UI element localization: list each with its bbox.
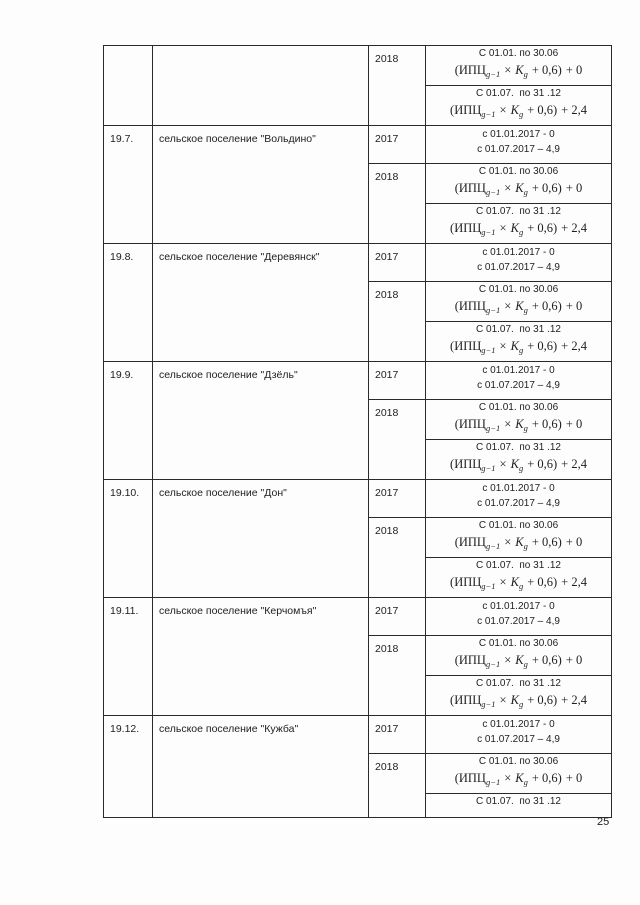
index-formula <box>426 532 611 553</box>
formula-lead-index: g−1 <box>481 699 496 709</box>
rate-line: с 01.01.2017 - 0 <box>482 365 555 376</box>
formula-lead: (ИПЦ <box>454 653 486 667</box>
row-number: 19.10. <box>104 480 153 598</box>
formula-lead: (ИПЦ <box>454 299 486 313</box>
formula-coef: K <box>510 221 519 235</box>
period-cell <box>426 86 612 126</box>
rate-cell <box>426 244 612 282</box>
formula-lead: (ИПЦ <box>454 535 486 549</box>
period-label: С 01.01. по 30.06 <box>478 638 559 649</box>
formula-coef-index: g <box>523 69 528 79</box>
year-cell: 2017 <box>369 126 426 164</box>
formula-lead-index: g−1 <box>485 69 501 79</box>
settlement-name: сельское поселение "Вольдино" <box>153 126 369 244</box>
year-cell: 2018 <box>369 282 426 362</box>
period-cell <box>426 676 612 716</box>
formula-plus: + 0,6) <box>527 103 558 117</box>
formula-lead-index: g−1 <box>481 581 496 591</box>
formula-times: × <box>504 299 512 313</box>
formula-addend: + 0 <box>565 63 583 77</box>
formula-plus: + 0,6) <box>527 693 558 707</box>
formula-addend: + 0 <box>565 771 583 785</box>
rate-line: с 01.01.2017 - 0 <box>482 247 555 258</box>
rate-line: с 01.07.2017 – 4,9 <box>477 616 560 627</box>
period-label: С 01.01. по 30.06 <box>478 520 559 531</box>
formula-lead-index: g−1 <box>481 227 496 237</box>
formula-coef-index: g <box>518 463 524 473</box>
formula-lead: (ИПЦ <box>450 103 482 117</box>
formula-lead: (ИПЦ <box>454 181 486 195</box>
formula-plus: + 0,6) <box>531 771 562 785</box>
formula-lead-index: g−1 <box>485 423 501 433</box>
period-cell <box>426 558 612 598</box>
formula-times: × <box>504 63 512 77</box>
period-cell <box>426 400 612 440</box>
year-cell: 2018 <box>369 400 426 480</box>
row-number: 19.9. <box>104 362 153 480</box>
page-number: 25 <box>597 816 610 828</box>
formula-lead-index: g−1 <box>481 109 496 119</box>
year-cell: 2017 <box>369 480 426 518</box>
formula-coef-index: g <box>518 699 524 709</box>
rate-line: с 01.07.2017 – 4,9 <box>477 144 560 155</box>
year-cell: 2018 <box>369 754 426 818</box>
period-cell <box>426 440 612 480</box>
formula-lead-index: g−1 <box>481 345 496 355</box>
period-label: С 01.07. по 31 .12 <box>476 442 561 453</box>
formula-lead-index: g−1 <box>485 187 501 197</box>
index-formula <box>426 650 611 671</box>
period-cell <box>426 518 612 558</box>
index-formula <box>426 296 611 317</box>
formula-lead: (ИПЦ <box>454 63 486 77</box>
formula-coef: K <box>510 693 519 707</box>
formula-coef-index: g <box>518 227 524 237</box>
formula-coef: K <box>515 535 524 549</box>
formula-times: × <box>504 535 512 549</box>
formula-lead-index: g−1 <box>481 463 496 473</box>
formula-coef: K <box>515 181 524 195</box>
row-number: 19.8. <box>104 244 153 362</box>
row-number: 19.12. <box>104 716 153 818</box>
row-number: 19.11. <box>104 598 153 716</box>
formula-coef-index: g <box>518 345 524 355</box>
formula-coef: K <box>515 63 524 77</box>
formula-addend: + 0 <box>565 535 583 549</box>
formula-times: × <box>499 103 507 117</box>
formula-plus: + 0,6) <box>527 221 558 235</box>
rate-line: с 01.01.2017 - 0 <box>482 483 555 494</box>
formula-lead: (ИПЦ <box>450 575 482 589</box>
formula-coef-index: g <box>518 109 524 119</box>
formula-plus: + 0,6) <box>531 63 562 77</box>
formula-lead-index: g−1 <box>485 305 501 315</box>
period-label: С 01.01. по 30.06 <box>478 402 559 413</box>
formula-addend: + 2,4 <box>561 457 587 471</box>
formula-coef: K <box>515 417 524 431</box>
formula-lead: (ИПЦ <box>450 693 482 707</box>
formula-plus: + 0,6) <box>527 457 558 471</box>
formula-times: × <box>504 417 512 431</box>
period-label: С 01.07. по 31 .12 <box>476 324 561 335</box>
formula-coef: K <box>510 457 519 471</box>
settlement-name <box>153 46 369 126</box>
formula-times: × <box>499 457 507 471</box>
formula-coef: K <box>510 103 519 117</box>
period-label: С 01.07. по 31 .12 <box>476 796 561 807</box>
formula-coef-index: g <box>523 187 528 197</box>
index-formula <box>426 572 611 593</box>
rate-cell <box>426 126 612 164</box>
year-cell: 2017 <box>369 716 426 754</box>
formula-lead: (ИПЦ <box>450 457 482 471</box>
formula-plus: + 0,6) <box>531 181 562 195</box>
period-label: С 01.01. по 30.06 <box>478 756 559 767</box>
period-label: С 01.07. по 31 .12 <box>476 560 561 571</box>
index-formula <box>426 100 611 121</box>
formula-times: × <box>504 653 512 667</box>
period-cell <box>426 204 612 244</box>
formula-addend: + 0 <box>565 299 583 313</box>
row-number <box>104 46 153 126</box>
rate-line: с 01.01.2017 - 0 <box>482 601 555 612</box>
rate-line: с 01.07.2017 – 4,9 <box>477 380 560 391</box>
formula-times: × <box>504 771 512 785</box>
row-number: 19.7. <box>104 126 153 244</box>
formula-plus: + 0,6) <box>531 299 562 313</box>
year-cell: 2018 <box>369 164 426 244</box>
index-formula <box>426 218 611 239</box>
formula-addend: + 0 <box>565 181 583 195</box>
settlement-name: сельское поселение "Кужба" <box>153 716 369 818</box>
formula-lead: (ИПЦ <box>450 339 482 353</box>
index-formula <box>426 178 611 199</box>
formula-lead-index: g−1 <box>485 777 501 787</box>
formula-times: × <box>504 181 512 195</box>
index-formula <box>426 690 611 711</box>
formula-lead-index: g−1 <box>485 541 501 551</box>
rate-cell <box>426 716 612 754</box>
year-cell: 2018 <box>369 46 426 126</box>
year-cell: 2017 <box>369 244 426 282</box>
rate-line: с 01.01.2017 - 0 <box>482 129 555 140</box>
formula-addend: + 2,4 <box>561 339 587 353</box>
formula-coef-index: g <box>523 305 528 315</box>
formula-coef-index: g <box>523 541 528 551</box>
formula-addend: + 0 <box>565 417 583 431</box>
rate-line: с 01.07.2017 – 4,9 <box>477 734 560 745</box>
formula-plus: + 0,6) <box>531 653 562 667</box>
formula-coef: K <box>510 339 519 353</box>
formula-addend: + 2,4 <box>561 221 587 235</box>
formula-coef: K <box>515 771 524 785</box>
period-cell <box>426 282 612 322</box>
formula-lead: (ИПЦ <box>454 417 486 431</box>
year-cell: 2018 <box>369 636 426 716</box>
index-formula <box>426 414 611 435</box>
formula-coef-index: g <box>518 581 524 591</box>
period-cell <box>426 322 612 362</box>
year-cell: 2017 <box>369 362 426 400</box>
formula-plus: + 0,6) <box>531 417 562 431</box>
rate-line: с 01.07.2017 – 4,9 <box>477 262 560 273</box>
formula-coef: K <box>510 575 519 589</box>
formula-lead-index: g−1 <box>485 659 501 669</box>
period-cell <box>426 794 612 818</box>
formula-coef: K <box>515 653 524 667</box>
period-label: С 01.07. по 31 .12 <box>476 678 561 689</box>
tariff-table <box>103 45 612 818</box>
formula-addend: + 2,4 <box>561 103 587 117</box>
index-formula <box>426 60 611 81</box>
formula-addend: + 2,4 <box>561 575 587 589</box>
formula-times: × <box>499 693 507 707</box>
rate-line: с 01.07.2017 – 4,9 <box>477 498 560 509</box>
index-formula <box>426 768 611 789</box>
index-formula <box>426 336 611 357</box>
period-label: С 01.01. по 30.06 <box>478 48 559 59</box>
settlement-name: сельское поселение "Керчомъя" <box>153 598 369 716</box>
year-cell: 2018 <box>369 518 426 598</box>
formula-coef: K <box>515 299 524 313</box>
rate-cell <box>426 598 612 636</box>
formula-times: × <box>499 221 507 235</box>
year-cell: 2017 <box>369 598 426 636</box>
formula-times: × <box>499 575 507 589</box>
formula-coef-index: g <box>523 777 528 787</box>
period-label: С 01.07. по 31 .12 <box>476 206 561 217</box>
formula-lead: (ИПЦ <box>454 771 486 785</box>
formula-addend: + 2,4 <box>561 693 587 707</box>
period-cell <box>426 636 612 676</box>
period-cell <box>426 164 612 204</box>
settlement-name: сельское поселение "Дзёль" <box>153 362 369 480</box>
formula-lead: (ИПЦ <box>450 221 482 235</box>
period-label: С 01.01. по 30.06 <box>478 284 559 295</box>
period-label: С 01.01. по 30.06 <box>478 166 559 177</box>
formula-times: × <box>499 339 507 353</box>
period-label: С 01.07. по 31 .12 <box>476 88 561 99</box>
rate-line: с 01.01.2017 - 0 <box>482 719 555 730</box>
formula-plus: + 0,6) <box>527 575 558 589</box>
period-cell <box>426 754 612 794</box>
rate-cell <box>426 480 612 518</box>
formula-coef-index: g <box>523 423 528 433</box>
formula-plus: + 0,6) <box>527 339 558 353</box>
period-cell <box>426 46 612 86</box>
formula-coef-index: g <box>523 659 528 669</box>
formula-addend: + 0 <box>565 653 583 667</box>
settlement-name: сельское поселение "Дон" <box>153 480 369 598</box>
settlement-name: сельское поселение "Деревянск" <box>153 244 369 362</box>
rate-cell <box>426 362 612 400</box>
formula-plus: + 0,6) <box>531 535 562 549</box>
index-formula <box>426 454 611 475</box>
